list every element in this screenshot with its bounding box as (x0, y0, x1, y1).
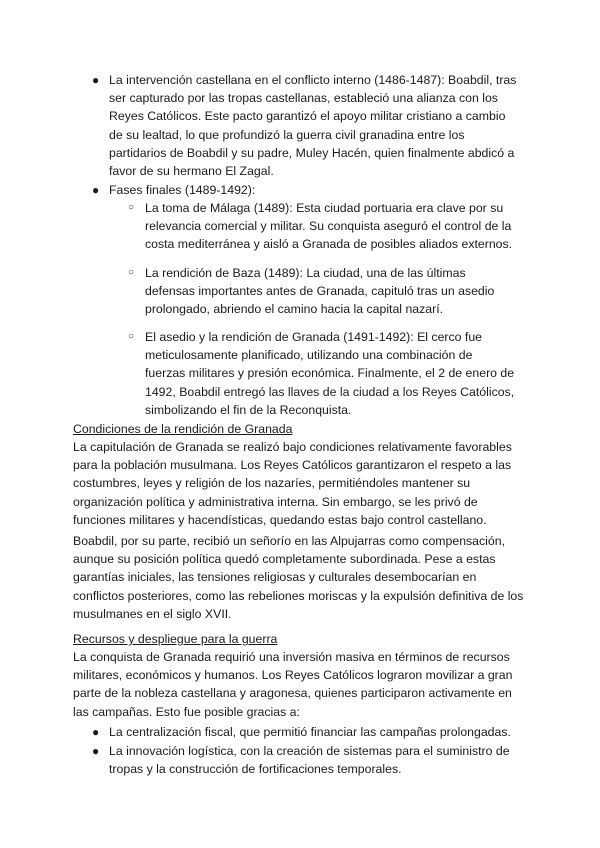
sub-bullet-circle: ○ (128, 202, 135, 213)
paragraph-capitulation: La capitulación de Granada se realizó bajo condiciones relativamente favorables para la población musulmana. Los Reyes Católicos garantizaron el respeto a las costumbres, leyes y religión de los nazaríes, permitiéndoles mantener su organización política y administrativa interna. Sin embargo, se les privó de funciones militares y hacendísticas, quedando estas bajo control castellano. (73, 440, 512, 527)
resource-bullet-fiscal: La centralización fiscal, que permitió financiar las campañas prolongadas. (109, 725, 511, 739)
section-heading-conditions: Condiciones de la rendición de Granada (73, 422, 293, 436)
sub-bullet-circle: ○ (128, 331, 135, 342)
bullet-dot: ● (92, 725, 100, 739)
paragraph-resources: La conquista de Granada requirió una inversión masiva en términos de recursos militares, económicos y humanos. Los Reyes Católicos lograron movilizar a gran parte de la nobleza castellana y aragonesa, quienes participaron activamente en las campañas. Esto fue posible gracias a: (73, 650, 513, 719)
bullet-dot: ● (92, 73, 100, 87)
subitem-granada: El asedio y la rendición de Granada (1491-1492): El cerco fue meticulosamente planificado, utilizando una combinación de fuerzas militares y presión económica. Finalmente, el 2 de enero de 1492, Boabdil entregó las llaves de la ciudad a los Reyes Católicos, simbolizando el fin de la Reconquista. (145, 330, 515, 417)
bullet-dot: ● (92, 744, 100, 758)
intro-bullet-1: La intervención castellana en el conflicto interno (1486-1487): Boabdil, tras ser capturado por las tropas castellanas, estableció una alianza con los Reyes Católicos. Este pacto garantizó el apoyo militar cristiano a cambio de su lealtad, lo que profundizó la guerra civil granadina entre los partidarios de Boabdil y su padre, Muley Hacén, quien finalmente abdicó a favor de su hermano El Zagal. (109, 73, 517, 179)
intro-bullet-2: Fases finales (1489-1492): (109, 183, 256, 197)
subitem-malaga: La toma de Málaga (1489): Esta ciudad portuaria era clave por su relevancia comercial y militar. Su conquista aseguró el control de la costa mediterránea y aisló a Granada de posibles aliados externos. (145, 201, 513, 252)
paragraph-boabdil: Boabdil, por su parte, recibió un señorío en las Alpujarras como compensación, aunque su posición política quedó completamente subordinada. Pese a estas garantías iniciales, las tensiones religiosas y culturales desembocarían en conflictos posteriores, como las rebeliones moriscas y la expulsión definitiva de los musulmanes en el siglo XVII. (73, 534, 524, 621)
subitem-baza: La rendición de Baza (1489): La ciudad, una de las últimas defensas importantes antes de Granada, capituló tras un asedio prolongado, abriendo el camino hacia la capital nazarí. (145, 266, 495, 317)
sub-bullet-circle: ○ (128, 267, 135, 278)
section-heading-resources: Recursos y despliegue para la guerra (73, 632, 278, 646)
resource-bullet-logistics: La innovación logística, con la creación de sistemas para el suministro de tropas y la construcción de fortificaciones temporales. (109, 744, 510, 777)
bullet-dot: ● (92, 183, 100, 197)
